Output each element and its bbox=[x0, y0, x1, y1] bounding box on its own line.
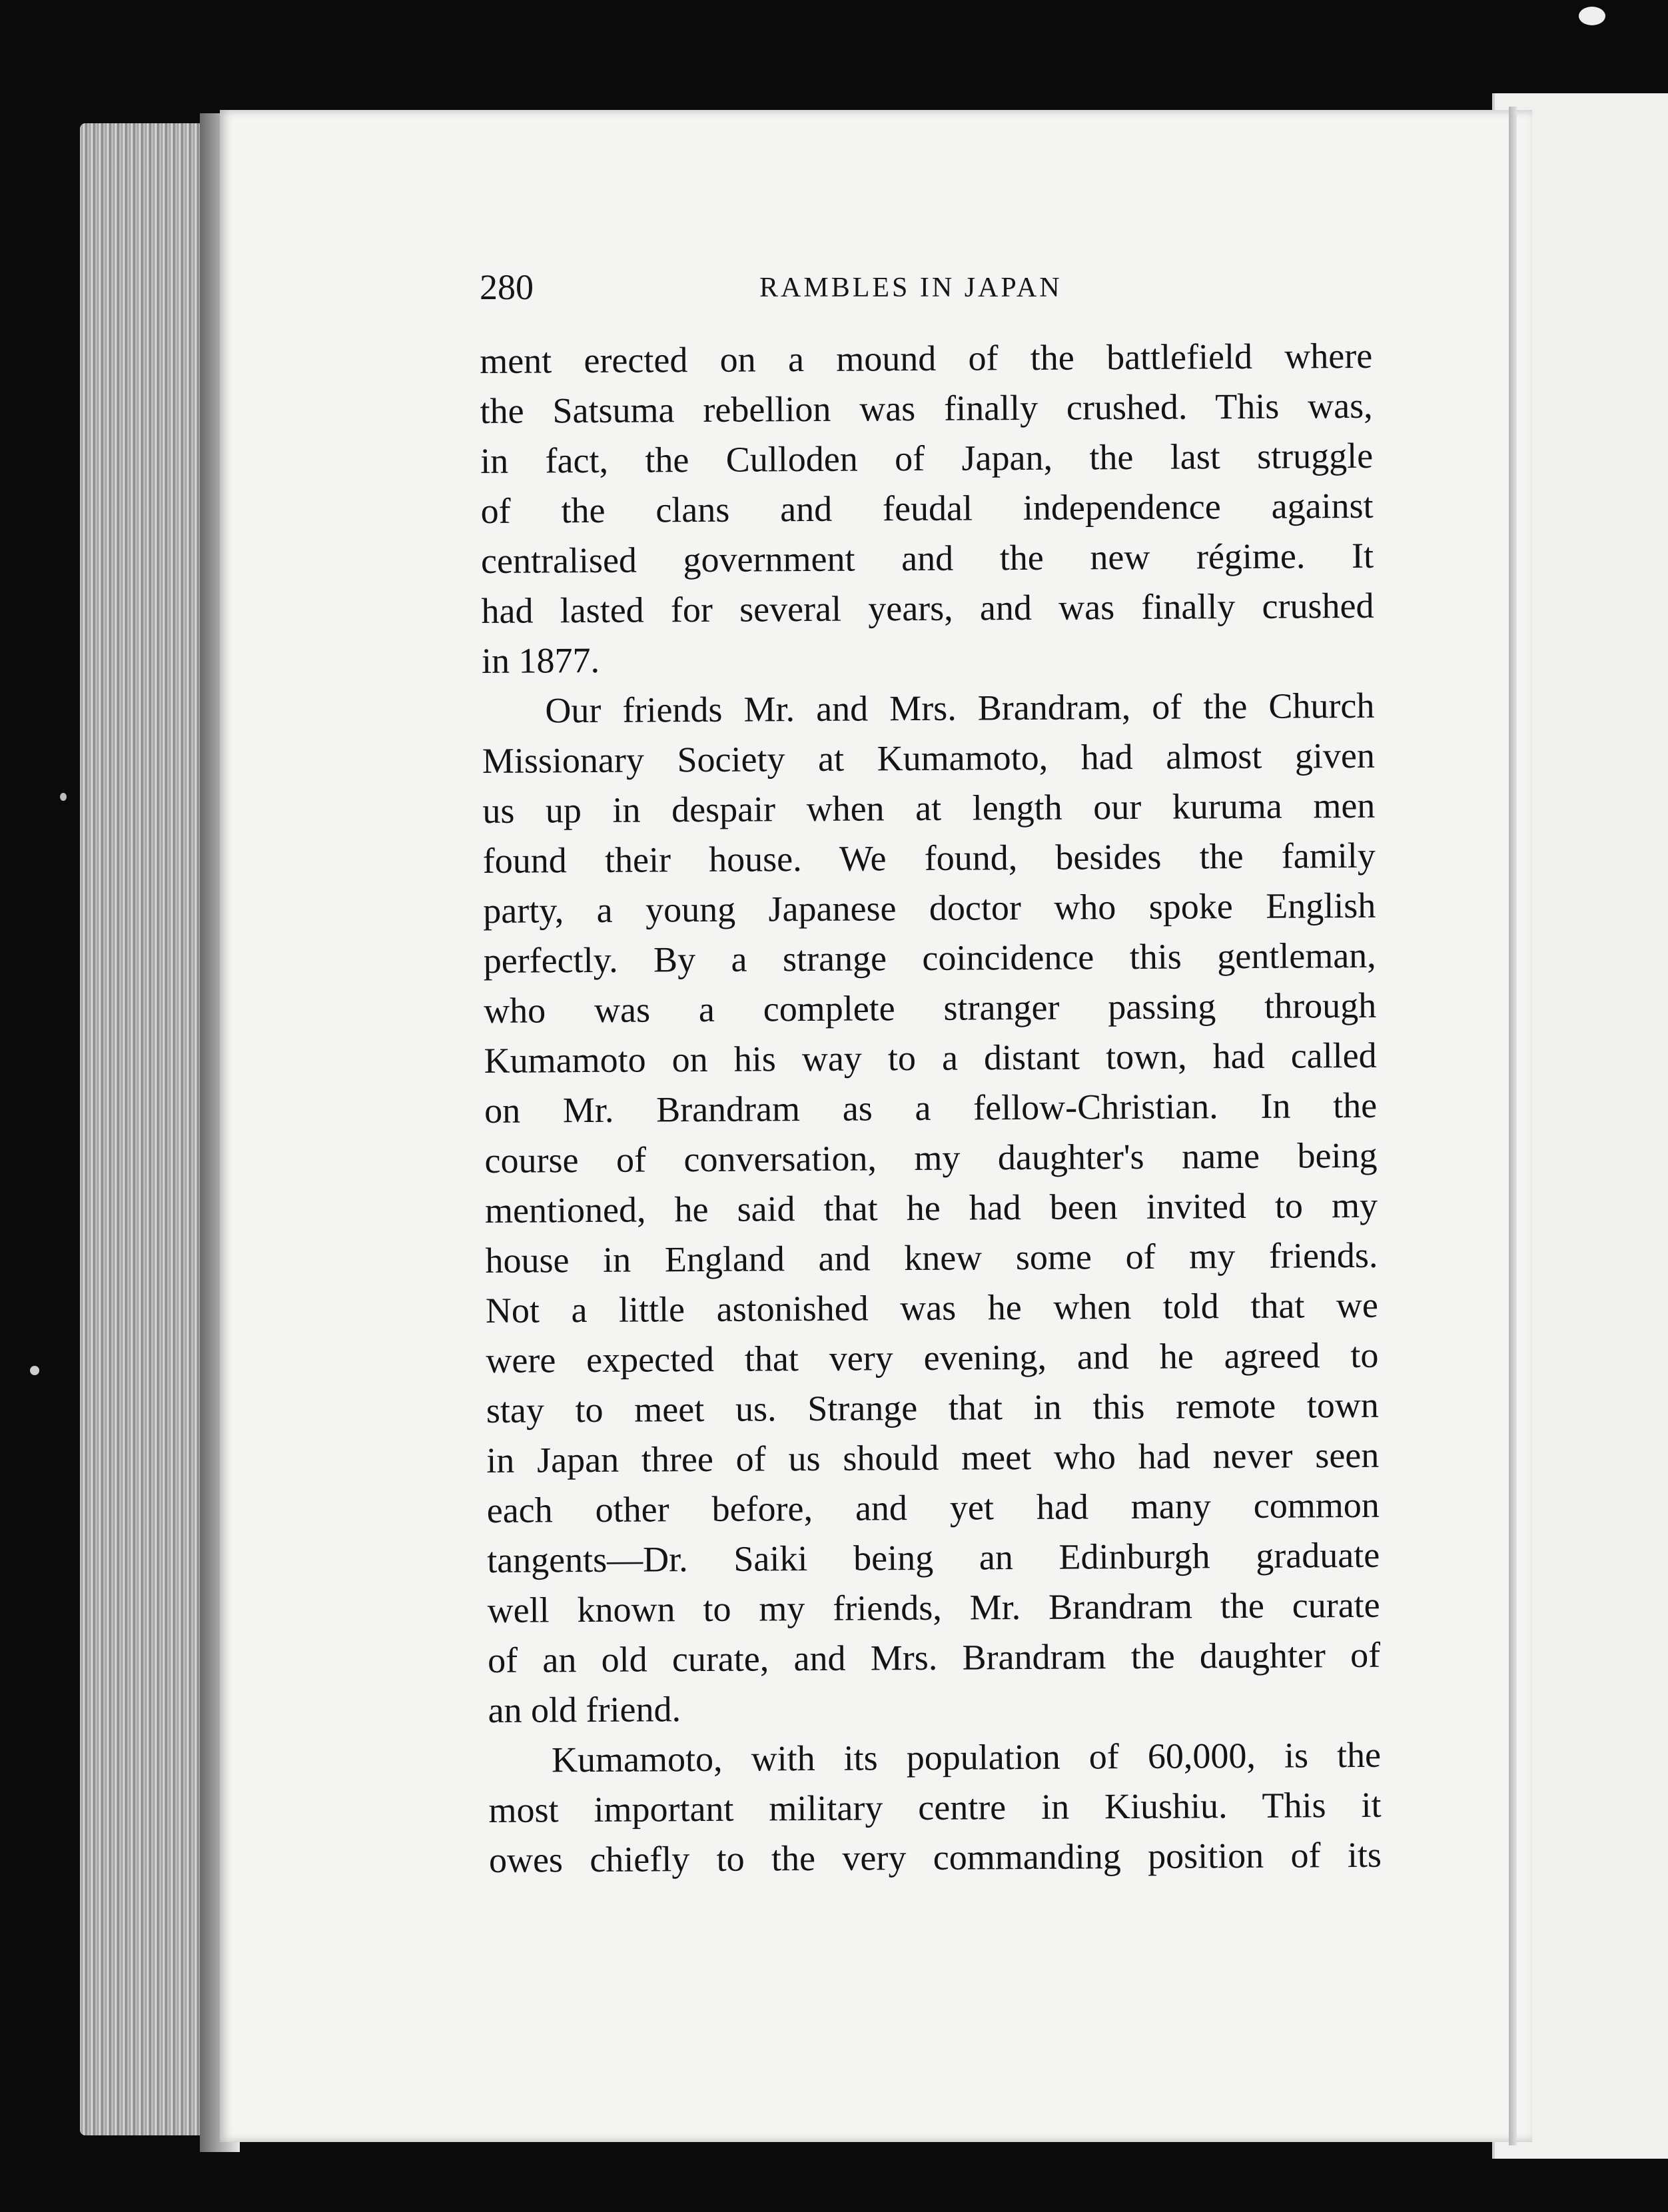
text-line: us up in despair when at length our kuruma men bbox=[482, 785, 1376, 831]
text-line: had lasted for several years, and was finally crushed bbox=[481, 585, 1374, 631]
text-line: most important military centre in Kiushiu. This it bbox=[488, 1784, 1382, 1830]
scan-speck bbox=[30, 1366, 39, 1375]
page-fold bbox=[1509, 107, 1517, 2145]
text-line: party, a young Japanese doctor who spoke English bbox=[483, 885, 1376, 931]
text-line: Our friends Mr. and Mrs. Brandram, of the Church bbox=[545, 685, 1375, 731]
text-line: who was a complete stranger passing through bbox=[483, 985, 1377, 1031]
text-line: mentioned, he said that he had been invited to my bbox=[484, 1185, 1378, 1231]
running-title: RAMBLES IN JAPAN bbox=[759, 273, 1062, 303]
text-line: course of conversation, my daughter's name being bbox=[484, 1135, 1378, 1181]
text-line: each other before, and yet had many common bbox=[486, 1484, 1380, 1530]
text-line: of the clans and feudal independence against bbox=[480, 485, 1374, 531]
text-line: found their house. We found, besides the family bbox=[482, 835, 1376, 881]
text-line: in 1877. bbox=[481, 640, 600, 681]
text-line: stay to meet us. Strange that in this remote town bbox=[486, 1384, 1380, 1430]
scan-speck bbox=[60, 793, 67, 801]
text-line: Missionary Society at Kumamoto, had almost given bbox=[482, 735, 1376, 781]
text-line: in fact, the Culloden of Japan, the last struggle bbox=[480, 435, 1374, 481]
text-line: perfectly. By a strange coincidence this gentleman, bbox=[483, 935, 1376, 981]
text-line: ment erected on a mound of the battlefield where bbox=[480, 335, 1373, 381]
text-line: the Satsuma rebellion was finally crushed. This was, bbox=[480, 385, 1373, 431]
text-line: were expected that very evening, and he agreed to bbox=[486, 1335, 1379, 1381]
text-line: an old friend. bbox=[488, 1689, 681, 1730]
text-line: on Mr. Brandram as a fellow-Christian. In the bbox=[484, 1085, 1378, 1131]
body-text bbox=[480, 331, 1382, 1886]
text-line: centralised government and the new régime. It bbox=[480, 535, 1374, 581]
text-line: house in England and knew some of my friends. bbox=[485, 1235, 1378, 1281]
text-line: Kumamoto, with its population of 60,000, is the bbox=[551, 1734, 1382, 1780]
text-line: well known to my friends, Mr. Brandram the curate bbox=[487, 1584, 1380, 1630]
text-line: in Japan three of us should meet who had never seen bbox=[486, 1434, 1380, 1480]
page-number: 280 bbox=[480, 267, 534, 307]
scan-speck bbox=[1579, 7, 1605, 25]
text-line: owes chiefly to the very commanding position of its bbox=[488, 1834, 1382, 1880]
text-line: tangents—Dr. Saiki being an Edinburgh graduate bbox=[487, 1534, 1380, 1580]
text-line: of an old curate, and Mrs. Brandram the daughter of bbox=[487, 1634, 1381, 1680]
text-line: Kumamoto on his way to a distant town, had called bbox=[484, 1035, 1377, 1081]
text-line: Not a little astonished was he when told that we bbox=[485, 1285, 1379, 1331]
